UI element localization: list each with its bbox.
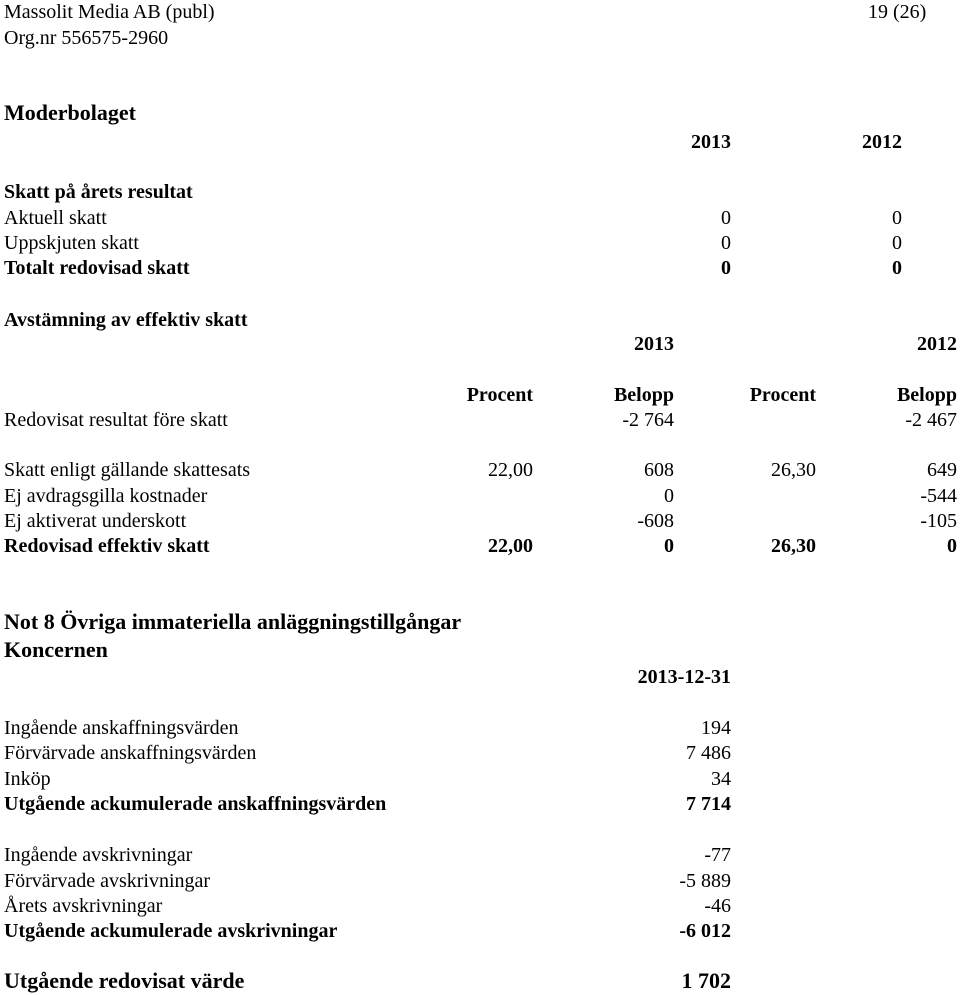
note-subtotal-label: Utgående ackumulerade anskaffningsvärden <box>4 793 387 815</box>
reconciliation-row-label: Skatt enligt gällande skattesats <box>4 459 251 481</box>
effective-tax-procent-2013: 22,00 <box>488 535 533 557</box>
note-row-value: -5 889 <box>679 870 731 892</box>
note-row-value: -77 <box>704 844 731 866</box>
note-8-title: Not 8 Övriga immateriella anläggningstillgångar <box>4 609 462 634</box>
note-subtotal-label: Utgående ackumulerade avskrivningar <box>4 920 338 942</box>
result-before-tax-2013: -2 764 <box>622 409 674 431</box>
org-number: Org.nr 556575-2960 <box>4 27 169 49</box>
tax-total-value-2013: 0 <box>721 257 731 279</box>
effective-tax-belopp-2012: 0 <box>947 535 957 557</box>
note-row-label: Förvärvade anskaffningsvärden <box>4 742 257 764</box>
year-header-2012: 2012 <box>862 131 902 153</box>
column-header-belopp-2013: Belopp <box>613 384 674 406</box>
note-row-value: 194 <box>701 717 731 739</box>
note-row-label: Förvärvade avskrivningar <box>4 870 211 892</box>
note-row-label: Årets avskrivningar <box>4 895 163 917</box>
column-header-procent-2013: Procent <box>466 384 533 406</box>
result-before-tax-2012: -2 467 <box>905 409 957 431</box>
tax-row-value-2012: 0 <box>892 207 902 229</box>
note-row-value: -46 <box>704 895 731 917</box>
reconciliation-row-label: Ej avdragsgilla kostnader <box>4 485 208 507</box>
column-header-belopp-2012: Belopp <box>896 384 957 406</box>
result-before-tax-label: Redovisat resultat före skatt <box>4 409 228 431</box>
note-row-value: 7 486 <box>686 742 731 764</box>
reconciliation-row-belopp-2012: -544 <box>920 485 957 507</box>
note-row-label: Ingående anskaffningsvärden <box>4 717 239 739</box>
effective-tax-label: Redovisad effektiv skatt <box>4 535 210 557</box>
note-subtotal-value: 7 714 <box>686 793 731 815</box>
tax-section-title: Skatt på årets resultat <box>4 181 193 203</box>
tax-row-label: Aktuell skatt <box>4 207 107 229</box>
note-8-subtitle: Koncernen <box>4 637 108 662</box>
reconciliation-row-belopp-2013: 0 <box>664 485 674 507</box>
reconciliation-title: Avstämning av effektiv skatt <box>4 309 248 331</box>
note-row-value: 34 <box>711 768 731 790</box>
page-number: 19 (26) <box>868 1 927 23</box>
reconciliation-row-belopp-2013: -608 <box>637 510 674 532</box>
note-row-label: Ingående avskrivningar <box>4 844 193 866</box>
reconciliation-row-procent-2013: 22,00 <box>488 459 533 481</box>
year-header-2013: 2013 <box>691 131 731 153</box>
note-subtotal-value: -6 012 <box>679 920 731 942</box>
effective-tax-belopp-2013: 0 <box>664 535 674 557</box>
tax-row-value-2012: 0 <box>892 232 902 254</box>
reconciliation-row-belopp-2012: 649 <box>927 459 957 481</box>
reconciliation-row-label: Ej aktiverat underskott <box>4 510 187 532</box>
company-name: Massolit Media AB (publ) <box>4 1 215 23</box>
reconciliation-row-belopp-2013: 608 <box>644 459 674 481</box>
reconciliation-year-2012: 2012 <box>917 333 957 355</box>
tax-row-value-2013: 0 <box>721 232 731 254</box>
effective-tax-procent-2012: 26,30 <box>771 535 816 557</box>
tax-row-value-2013: 0 <box>721 207 731 229</box>
reconciliation-year-2013: 2013 <box>634 333 674 355</box>
reconciliation-row-procent-2012: 26,30 <box>771 459 816 481</box>
book-value-value: 1 702 <box>681 968 731 993</box>
tax-total-label: Totalt redovisad skatt <box>4 257 190 279</box>
tax-total-value-2012: 0 <box>892 257 902 279</box>
book-value-label: Utgående redovisat värde <box>4 968 245 993</box>
column-header-procent-2012: Procent <box>749 384 816 406</box>
note-8-date-header: 2013-12-31 <box>637 666 731 688</box>
reconciliation-row-belopp-2012: -105 <box>920 510 957 532</box>
section-title-moderbolaget: Moderbolaget <box>4 100 136 125</box>
note-row-label: Inköp <box>4 768 51 790</box>
tax-row-label: Uppskjuten skatt <box>4 232 139 254</box>
